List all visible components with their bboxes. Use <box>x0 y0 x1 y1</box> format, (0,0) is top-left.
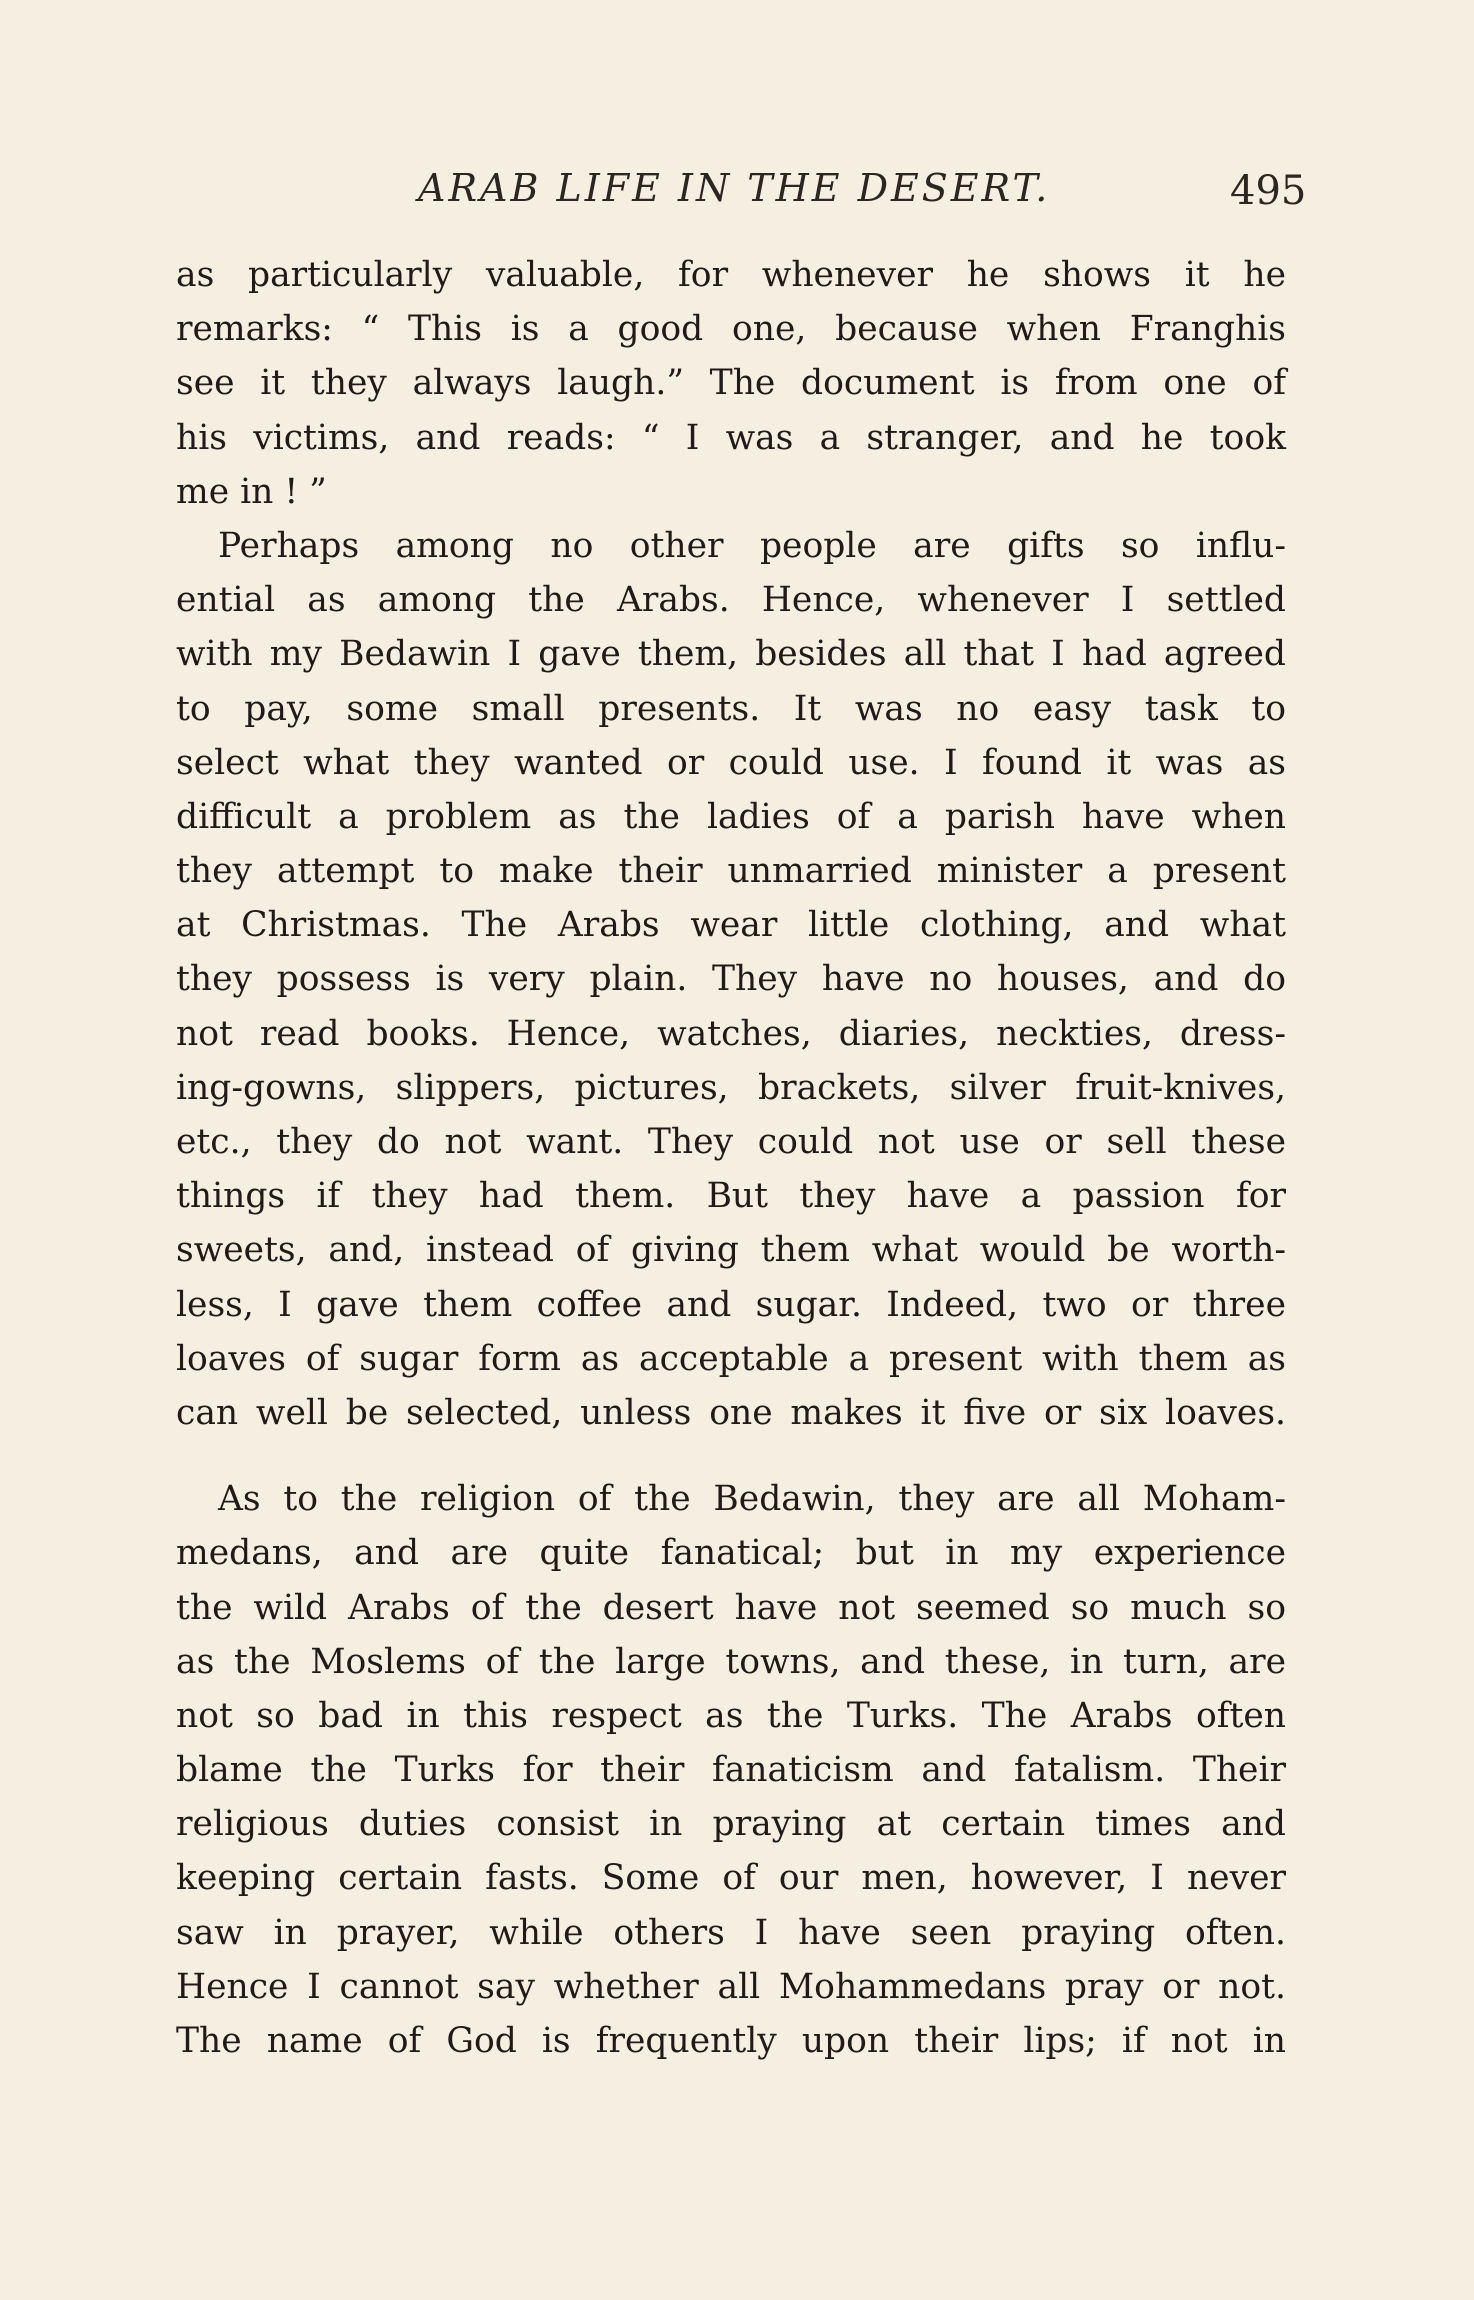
page-number: 495 <box>1230 168 1307 214</box>
text-line: they possess is very plain. They have no houses, and do <box>176 959 1286 1000</box>
text-line: not read books. Hence, watches, diaries, neckties, dress- <box>176 1013 1286 1054</box>
text-line: sweets, and, instead of giving them what would be worth- <box>176 1230 1286 1271</box>
text-line: with my Bedawin I gave them, besides all that I had agreed <box>176 634 1286 675</box>
body-text <box>176 248 1286 2068</box>
text-line: difficult a problem as the ladies of a parish have when <box>176 796 1286 837</box>
text-line: blame the Turks for their fanaticism and fatalism. Their <box>176 1750 1286 1791</box>
text-line: Hence I cannot say whether all Mohammedans pray or not. <box>176 1966 1286 2007</box>
text-line: loaves of sugar form as acceptable a present with them as <box>176 1338 1286 1379</box>
text-line: As to the religion of the Bedawin, they are all Moham- <box>218 1479 1286 1520</box>
text-line: as particularly valuable, for whenever he shows it he <box>176 255 1286 295</box>
paragraph-3 <box>176 1472 1286 2068</box>
text-line: remarks: “ This is a good one, because when Franghis <box>176 309 1286 350</box>
text-line: they attempt to make their unmarried minister a present <box>176 851 1286 892</box>
text-line: etc., they do not want. They could not use or sell these <box>176 1122 1286 1162</box>
text-line: his victims, and reads: “ I was a stranger, and he took <box>176 417 1286 458</box>
text-line: saw in prayer, while others I have seen praying often. <box>176 1912 1286 1953</box>
text-line: can well be selected, unless one makes it five or six loaves. <box>176 1392 1286 1433</box>
running-head <box>0 166 1474 226</box>
text-line: the wild Arabs of the desert have not seemed so much so <box>176 1587 1286 1628</box>
text-line: not so bad in this respect as the Turks. The Arabs often <box>176 1695 1286 1736</box>
text-line: ing-gowns, slippers, pictures, brackets, silver fruit-knives, <box>176 1067 1286 1108</box>
text-line: things if they had them. But they have a passion for <box>176 1176 1286 1217</box>
paragraph-gap <box>176 1440 1286 1472</box>
paragraph-1 <box>176 248 1286 519</box>
text-line: The name of God is frequently upon their lips; if not in <box>176 2021 1286 2061</box>
running-title: ARAB LIFE IN THE DESERT. <box>418 166 1051 210</box>
text-line: ential as among the Arabs. Hence, whenever I settled <box>176 580 1286 621</box>
text-line: at Christmas. The Arabs wear little clothing, and what <box>176 905 1286 946</box>
text-line: keeping certain fasts. Some of our men, however, I never <box>176 1858 1286 1899</box>
text-line: select what they wanted or could use. I found it was as <box>176 742 1286 783</box>
paragraph-2 <box>176 519 1286 1440</box>
text-line: Perhaps among no other people are gifts so influ- <box>218 525 1286 566</box>
text-line: medans, and are quite fanatical; but in my experience <box>176 1533 1286 1574</box>
text-line: less, I gave them coffee and sugar. Indeed, two or three <box>176 1284 1286 1325</box>
text-line: to pay, some small presents. It was no easy task to <box>176 688 1286 729</box>
text-line: religious duties consist in praying at certain times and <box>176 1804 1286 1845</box>
text-line: as the Moslems of the large towns, and these, in turn, are <box>176 1641 1286 1682</box>
text-line: see it they always laugh.” The document is from one of <box>176 363 1286 404</box>
text-line: me in ! ” <box>176 471 327 512</box>
